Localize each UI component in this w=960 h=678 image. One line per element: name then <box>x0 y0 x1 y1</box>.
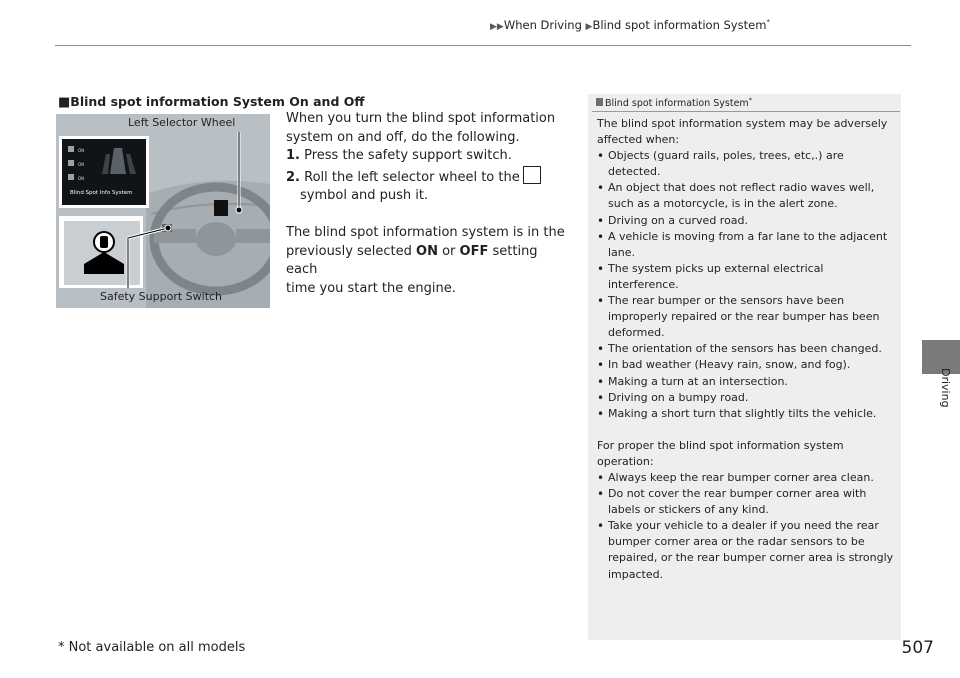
list-item: • The system picks up external electrical interference. <box>597 261 895 293</box>
dashboard-svg <box>56 114 270 308</box>
header-divider <box>55 45 911 46</box>
note-heading <box>596 96 896 110</box>
list-item: • Making a turn at an intersection. <box>597 374 895 390</box>
breadcrumb-arrow-icon: ▶ <box>496 22 504 32</box>
note-marker-icon <box>596 98 603 106</box>
proper-line-2: operation: <box>597 454 654 468</box>
footnote: * Not available on all models <box>58 640 246 655</box>
list-item: • In bad weather (Heavy rain, snow, and fog). <box>597 357 895 373</box>
screen-on-1: ON <box>78 148 85 153</box>
note-content <box>597 116 895 581</box>
intro-line-1: When you turn the blind spot information <box>286 111 556 126</box>
after-line-2b: setting each <box>286 243 538 278</box>
screen-title: Blind Spot Info System <box>70 190 133 196</box>
list-item: • Take your vehicle to a dealer if you need the rear bumper corner area or the radar sensors to be repaired, or the rear bumper corner area is strongly impacted. <box>597 518 895 582</box>
spacer <box>597 422 895 438</box>
breadcrumb-when-driving: When Driving <box>503 18 582 32</box>
chapter-label-wrap <box>938 368 954 428</box>
step-2-continued: symbol and push it. <box>300 188 429 204</box>
page-header <box>490 18 910 38</box>
after-line-2 <box>286 243 566 280</box>
breadcrumb-arrow-icon: ▶ <box>585 22 593 32</box>
after-line-1: The blind spot information system is in the <box>286 224 565 240</box>
proper-line-1: For proper the blind spot information system <box>597 438 844 452</box>
conditions-list <box>597 148 895 422</box>
note-heading-text: Blind spot information System <box>605 98 749 110</box>
dashboard-illustration <box>56 114 270 308</box>
chapter-label: Driving <box>939 368 952 408</box>
list-item: • An object that does not reflect radio waves well, such as a motorcycle, is in the alert zone. <box>597 180 895 212</box>
off-setting: OFF <box>459 243 489 259</box>
step-1-text: Press the safety support switch. <box>299 148 512 164</box>
maintenance-list <box>597 470 895 583</box>
note-divider <box>592 111 900 112</box>
blind-spot-symbol-icon <box>523 166 541 184</box>
list-item: • The orientation of the sensors has been changed. <box>597 341 895 357</box>
list-item: • Do not cover the rear bumper corner area with labels or stickers of any kind. <box>597 486 895 518</box>
or-word: or <box>437 243 460 259</box>
safety-support-switch-label: Safety Support Switch <box>100 290 223 303</box>
step-2-text: Roll the left selector wheel to the <box>299 169 520 185</box>
page-number: 507 <box>901 638 934 658</box>
screen-on-3: ON <box>78 176 85 181</box>
section-square-icon: ■ <box>58 95 71 110</box>
left-selector-wheel-label: Left Selector Wheel <box>128 116 236 129</box>
list-item: • Making a short turn that slightly tilts the vehicle. <box>597 406 895 422</box>
list-item: • Driving on a curved road. <box>597 213 895 229</box>
list-item: • The rear bumper or the sensors have been improperly repaired or the rear bumper has been deformed. <box>597 293 895 341</box>
instructions <box>286 110 566 296</box>
spacer <box>286 206 566 224</box>
step-1 <box>286 147 566 166</box>
screen-on-2: ON <box>78 162 85 167</box>
section-title-text: Blind spot information System On and Off <box>70 94 365 109</box>
list-item: • A vehicle is moving from a far lane to the adjacent lane. <box>597 229 895 261</box>
list-item: • Objects (guard rails, poles, trees, etc,.) are detected. <box>597 148 895 180</box>
on-setting: ON <box>416 243 438 259</box>
breadcrumb-arrow-icon: ▶ <box>490 22 497 32</box>
note-intro-2: affected when: <box>597 133 680 147</box>
note-intro-1: The blind spot information system may be adversely <box>597 117 888 130</box>
step-1-number: 1. <box>286 148 300 164</box>
list-item: • Always keep the rear bumper corner area clean. <box>597 470 895 486</box>
note-asterisk: * <box>748 96 752 104</box>
breadcrumb-blind-spot: Blind spot information System <box>592 18 767 32</box>
step-2-number: 2. <box>286 169 300 185</box>
after-line-2a: previously selected <box>286 243 417 259</box>
step-2 <box>286 166 566 188</box>
after-line-3: time you start the engine. <box>286 280 456 296</box>
intro-line-2: system on and off, do the following. <box>286 129 520 145</box>
header-asterisk: * <box>766 18 770 27</box>
list-item: • Driving on a bumpy road. <box>597 390 895 406</box>
